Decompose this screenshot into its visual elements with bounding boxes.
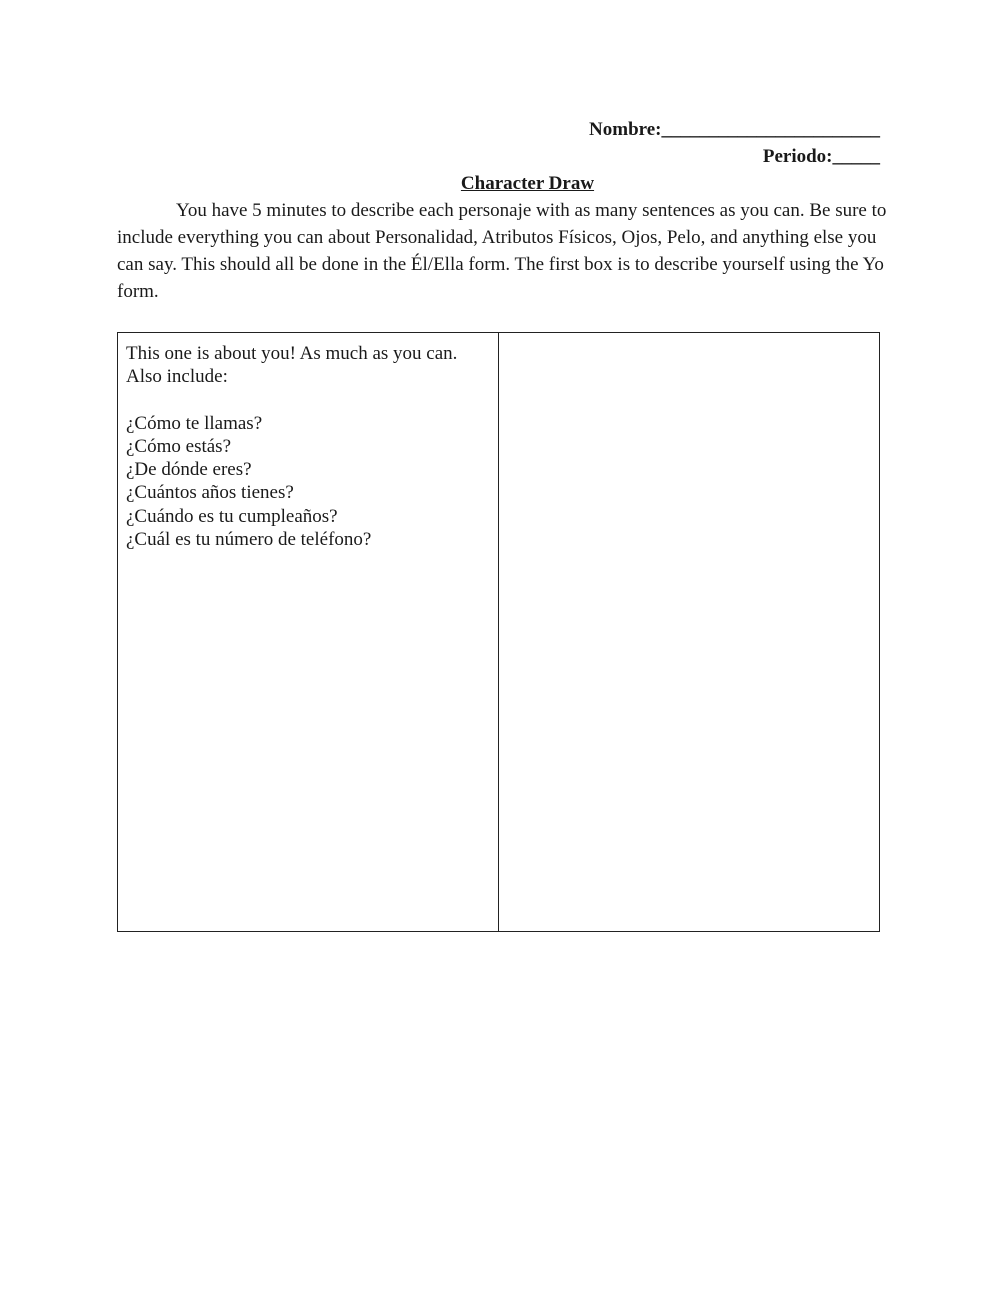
box-intro-line: This one is about you! As much as you can. bbox=[126, 343, 458, 364]
question-item: ¿Cómo estás? bbox=[126, 435, 232, 457]
question-item: ¿Cuándo es tu cumpleaños? bbox=[126, 505, 338, 527]
self-description-box bbox=[118, 333, 499, 931]
spacer bbox=[126, 389, 490, 412]
character-boxes bbox=[117, 332, 880, 932]
box-intro-line: Also include: bbox=[126, 366, 228, 388]
question-item: ¿Cuántos años tienes? bbox=[126, 482, 294, 504]
question-item: ¿Cómo te llamas? bbox=[126, 412, 263, 434]
name-field: Nombre:_______________________ bbox=[589, 119, 880, 140]
character-description-box[interactable] bbox=[499, 333, 880, 931]
instructions-paragraph: You have 5 minutes to describe each personaje with as many sentences as you can. Be sure to include everything you can about Personalidad, Atributos Físicos, Ojos, Pelo, and anything else you can say. This should all be done in the Él/Ella form. The first box is to describe yourself using the Yo form. bbox=[117, 200, 887, 302]
question-item: ¿Cuál es tu número de teléfono? bbox=[126, 529, 372, 551]
question-item: ¿De dónde eres? bbox=[126, 459, 252, 481]
period-field: Periodo:_____ bbox=[762, 146, 880, 167]
page-title: Character Draw bbox=[460, 173, 595, 194]
